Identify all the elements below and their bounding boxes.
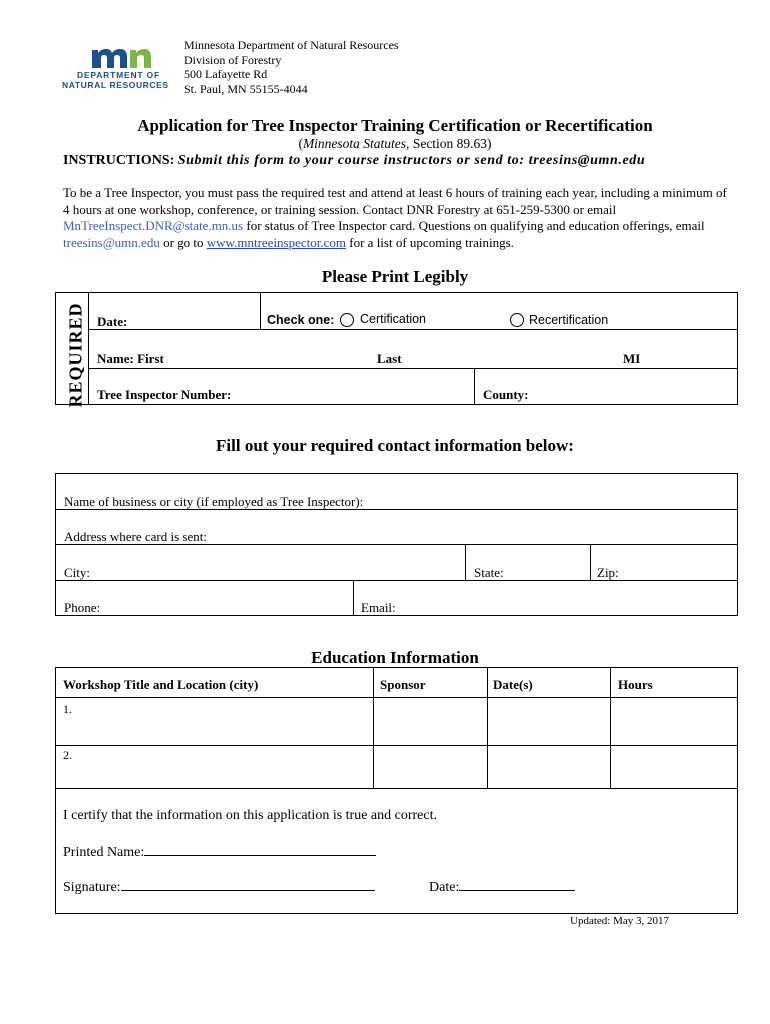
business-field[interactable]: Name of business or city (if employed as Tree Inspector): <box>64 494 364 509</box>
phone-field[interactable]: Phone: <box>64 600 101 615</box>
required-row-line-1 <box>88 329 738 330</box>
email-field[interactable]: Email: <box>361 600 396 615</box>
website-link[interactable]: www.mntreeinspector.com <box>206 234 347 250</box>
state-field[interactable]: State: <box>474 565 504 580</box>
intro-text-4: for a list of upcoming trainings. <box>346 234 514 250</box>
instructions-text: Submit this form to your course instructors or send to: treesins@umn.edu <box>177 153 646 168</box>
signature-line <box>121 890 375 891</box>
middle-initial-label: MI <box>623 351 641 366</box>
recertification-radio[interactable] <box>510 313 524 327</box>
inspector-number-label: Tree Inspector Number: <box>97 387 232 402</box>
email-link-umn[interactable]: treesins@umn.edu <box>63 234 160 250</box>
email-link-dnr[interactable]: MnTreeInspect.DNR@state.mn.us <box>63 218 244 233</box>
recertification-label: Recertification <box>529 313 609 327</box>
intro-text-2: for status of Tree Inspector card. Questions on qualifying and education offerings, email <box>243 218 705 233</box>
printed-name-line <box>144 855 376 856</box>
page-title: Application for Tree Inspector Training Certification or Recertification <box>137 116 653 135</box>
intro-text-1: To be a Tree Inspector, you must pass the required test and attend at least 6 hours of training each year, including a minimum of 4 hours at one workshop, conference, or training session. Contact DNR Forestry at 651-259-5300 or email <box>63 185 727 217</box>
address-block <box>184 38 399 96</box>
statute-italic: Minnesota Statutes, <box>302 136 410 151</box>
county-label: County: <box>483 387 529 402</box>
address-line1: Minnesota Department of Natural Resources <box>184 38 399 52</box>
logo-line2: NATURAL RESOURCES <box>62 80 169 90</box>
logo-line1: DEPARTMENT OF <box>77 70 160 80</box>
education-row-2[interactable]: 2. <box>63 748 72 762</box>
statute-rest: Section 89.63) <box>409 136 492 151</box>
printed-name-label: Printed Name: <box>63 845 145 860</box>
signature-date-label: Date: <box>429 880 460 895</box>
statute-open: ( <box>298 136 303 151</box>
required-divider <box>88 292 89 405</box>
column-header-dates: Date(s) <box>493 677 533 692</box>
instructions-label: INSTRUCTIONS: <box>63 153 175 168</box>
education-header-line <box>55 697 738 698</box>
column-header-sponsor: Sponsor <box>380 677 426 692</box>
certify-statement: I certify that the information on this application is true and correct. <box>63 808 437 823</box>
email-divider <box>353 580 354 616</box>
zip-field[interactable]: Zip: <box>597 565 619 580</box>
address-line2: Division of Forestry <box>184 52 282 67</box>
signature-date-line <box>459 890 575 891</box>
updated-date: Updated: May 3, 2017 <box>570 915 669 927</box>
hours-col-divider <box>610 667 611 788</box>
education-row-line-1 <box>55 745 738 746</box>
date-divider <box>260 292 261 329</box>
address-field[interactable]: Address where card is sent: <box>64 529 207 544</box>
print-legibly-heading: Please Print Legibly <box>321 267 469 286</box>
dnr-logo <box>62 40 174 92</box>
dates-col-divider <box>487 667 488 788</box>
required-label: REQUIRED <box>65 302 86 408</box>
education-table <box>55 667 738 914</box>
intro-paragraph <box>63 185 733 251</box>
statute-reference <box>0 136 770 152</box>
date-field-label: Date: <box>97 314 128 329</box>
county-divider <box>474 368 475 405</box>
column-header-hours: Hours <box>618 677 653 692</box>
address-line4: St. Paul, MN 55155-4044 <box>184 81 308 96</box>
check-one-label: Check one: <box>267 313 335 327</box>
certification-radio[interactable] <box>340 313 354 327</box>
contact-heading: Fill out your required contact information below: <box>216 436 574 455</box>
state-divider <box>465 544 466 580</box>
signature-field[interactable] <box>63 880 375 896</box>
education-row-line-2 <box>55 788 738 789</box>
city-field[interactable]: City: <box>64 565 91 580</box>
last-name-label: Last <box>377 351 402 366</box>
printed-name-field[interactable] <box>63 845 376 861</box>
intro-text-3: or go to <box>159 234 207 250</box>
contact-line-3 <box>55 580 738 581</box>
certification-label: Certification <box>360 312 426 326</box>
education-heading: Education Information <box>311 648 479 667</box>
signature-label: Signature: <box>63 880 121 895</box>
first-name-label: Name: First <box>97 351 164 366</box>
column-header-workshop: Workshop Title and Location (city) <box>63 677 259 692</box>
sponsor-col-divider <box>373 667 374 788</box>
instructions <box>63 153 645 169</box>
education-row-1[interactable]: 1. <box>63 702 72 716</box>
signature-date-field[interactable] <box>429 880 575 896</box>
required-row-line-2 <box>88 368 738 369</box>
zip-divider <box>590 544 591 580</box>
address-line3: 500 Lafayette Rd <box>184 67 268 81</box>
